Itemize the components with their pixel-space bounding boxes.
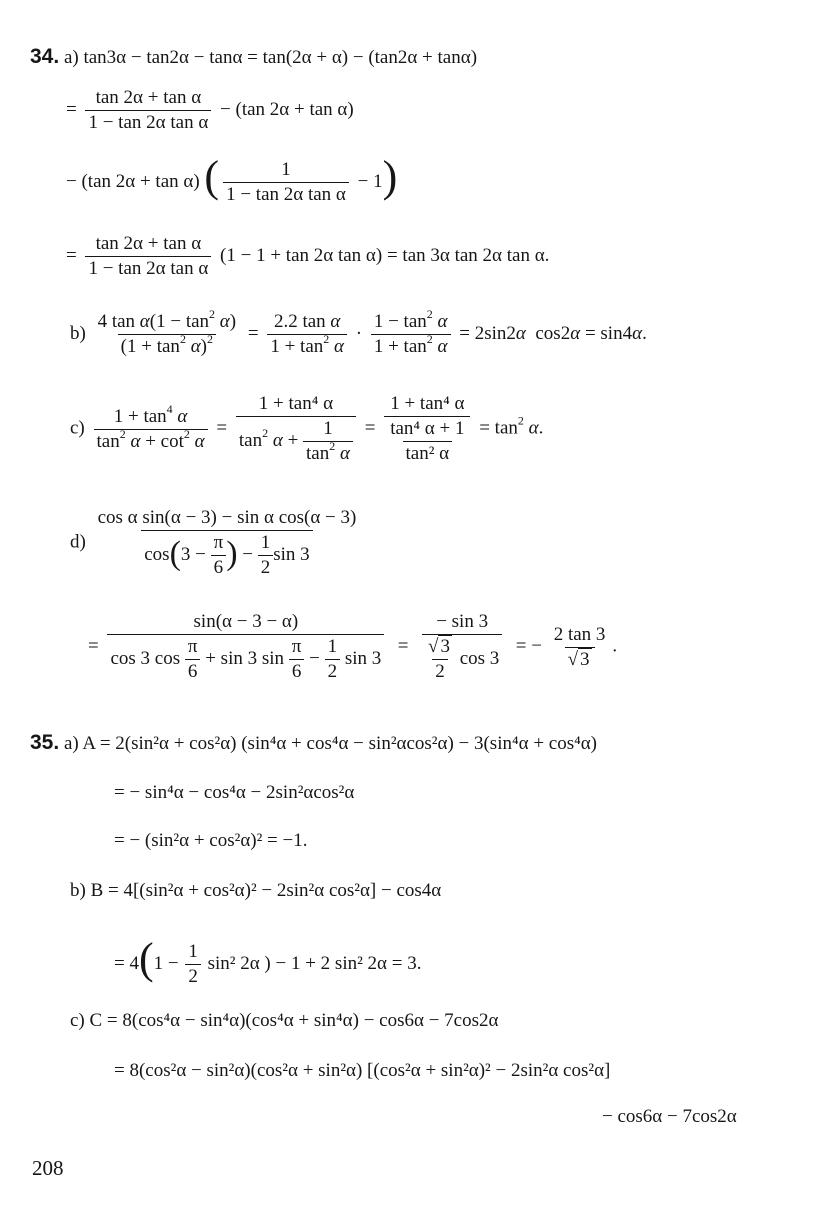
problem-34-a-line1 xyxy=(30,46,477,69)
eq-text: sin² 2α ) − 1 + 2 sin² 2α = 3. xyxy=(207,952,422,974)
problem-34-a-line2: = $\frac{\text{tan 2α + tan α}}{\text{1 − tan 2α tan α}}$ − (tan 2α + tan α) xyxy=(66,87,354,133)
problem-35-c-line3: − cos6α − 7cos2α xyxy=(602,1106,737,1127)
problem-35-a-line3: = − (sin²α + cos²α)² = −1. xyxy=(114,830,308,851)
numerator: cos α sin(α − 3) − sin α cos(α − 3) xyxy=(97,507,357,528)
numerator: tan 2α + tan α xyxy=(95,87,202,108)
eq-text: − (tan 2α + tan α) xyxy=(220,98,354,120)
numerator: − sin 3 xyxy=(436,611,489,632)
problem-35-b-line2: = 4(1 − $\frac{1}{2}$ sin² 2α ) − 1 + 2 sin² 2α = 3. xyxy=(114,933,422,987)
part-label: b) xyxy=(70,322,86,344)
problem-35-a-line2: = − sin⁴α − cos⁴α − 2sin²αcos²α xyxy=(114,782,355,803)
problem-35-c-line2: = 8(cos²α − sin²α)(cos²α + sin²α) [(cos²α + sin²α)² − 2sin²α cos²α] xyxy=(114,1060,611,1081)
numerator: 1 + tan⁴ α xyxy=(258,393,334,414)
part-label: c) xyxy=(70,417,85,439)
page-number: 208 xyxy=(32,1156,64,1180)
problem-number: 34. xyxy=(30,45,60,68)
numerator: 1 + tan⁴ α xyxy=(390,393,465,414)
denominator: tan² α xyxy=(403,441,453,466)
problem-35-a-line1 xyxy=(30,732,597,755)
problem-34-a-line3: − (tan 2α + tan α) ( $\frac{1}{\text{1 − tan 2α tan α}}$ − 1) xyxy=(66,151,398,205)
problem-34-b: b) $\frac{4 \tan \alpha(1 - \tan^2 \alpha)}{(1 + \tan^2 \alpha)^2}$ = $\frac{\text{2.2 tan α}}{1 + \tan^2 \alpha}$ · $\frac{1 - \tan^2 \alpha}{1 + \tan^2 \alpha}$ = 2sin2α cos2α = sin4α. xyxy=(70,307,647,357)
numerator: tan 2α + tan α xyxy=(95,233,202,254)
fraction xyxy=(85,86,211,135)
problem-35-c-line1: c) C = 8(cos⁴α − sin⁴α)(cos⁴α + sin⁴α) − cos6α − 7cos2α xyxy=(70,1010,499,1031)
denominator: 1 − tan 2α tan α xyxy=(85,110,211,135)
eq-text: a) tan3α − tan2α − tanα = tan(2α + α) − (tan2α + tanα) xyxy=(63,47,478,68)
problem-34-c: c) $\frac{1 + \tan^4 \alpha}{\tan^2 \alpha + \cot^2 \alpha}$ = 1 + tan⁴ α $\tan^2 \alpha$ + $\frac{1}{\tan^2 \alpha}$ = $\frac{\text{1 + tan⁴ α}}{\frac{\text{tan⁴ α + 1}}{\text{tan² α}}}$ = $\tan^2 \alpha$. xyxy=(70,393,544,464)
problem-34-d: d) cos α sin(α − 3) − sin α cos(α − 3) cos(3 − $\frac{\pi}{6}$ ) − $\frac{1}{2}$ sin 3 xyxy=(70,506,363,580)
problem-number: 35. xyxy=(30,731,60,754)
eq-text: (1 − 1 + tan 2α tan α) = tan 3α tan 2α tan α. xyxy=(220,244,550,266)
eq-text: − (tan 2α + tan α) xyxy=(66,170,200,192)
fraction xyxy=(85,232,211,281)
eq-text: sin 3 xyxy=(273,543,310,565)
numerator: 1 xyxy=(281,159,291,180)
fraction xyxy=(223,158,349,207)
problem-34-a-line4: = $\frac{\text{tan 2α + tan α}}{\text{1 − tan 2α tan α}}$ (1 − 1 + tan 2α tan α) = tan 3α tan 2α tan α. xyxy=(66,233,550,279)
numerator: sin(α − 3 − α) xyxy=(193,611,299,632)
eq-text: − 1 xyxy=(357,170,383,192)
part-label: d) xyxy=(70,531,86,553)
denominator: 1 − tan 2α tan α xyxy=(85,256,211,281)
eq-text: a) A = 2(sin²α + cos²α) (sin⁴α + cos⁴α − sin²αcos²α) − 3(sin⁴α + cos⁴α) xyxy=(63,733,598,754)
problem-35-b-line1: b) B = 4[(sin²α + cos²α)² − 2sin²α cos²α] − cos4α xyxy=(70,880,442,901)
problem-34-d-result: = sin(α − 3 − α) cos 3 cos $\frac{\pi}{6}$ + sin 3 sin $\frac{\pi}{6}$ − $\frac{1}{2}$ sin 3 = − sin 3 $\frac{√ 3}{2}$ cos 3 = − $\frac{2 \tan 3}{√ 3}$ . xyxy=(88,611,618,682)
numerator: 2 tan 3 xyxy=(553,623,606,645)
denominator: 1 − tan 2α tan α xyxy=(223,182,349,207)
numerator: tan⁴ α + 1 xyxy=(390,418,465,439)
